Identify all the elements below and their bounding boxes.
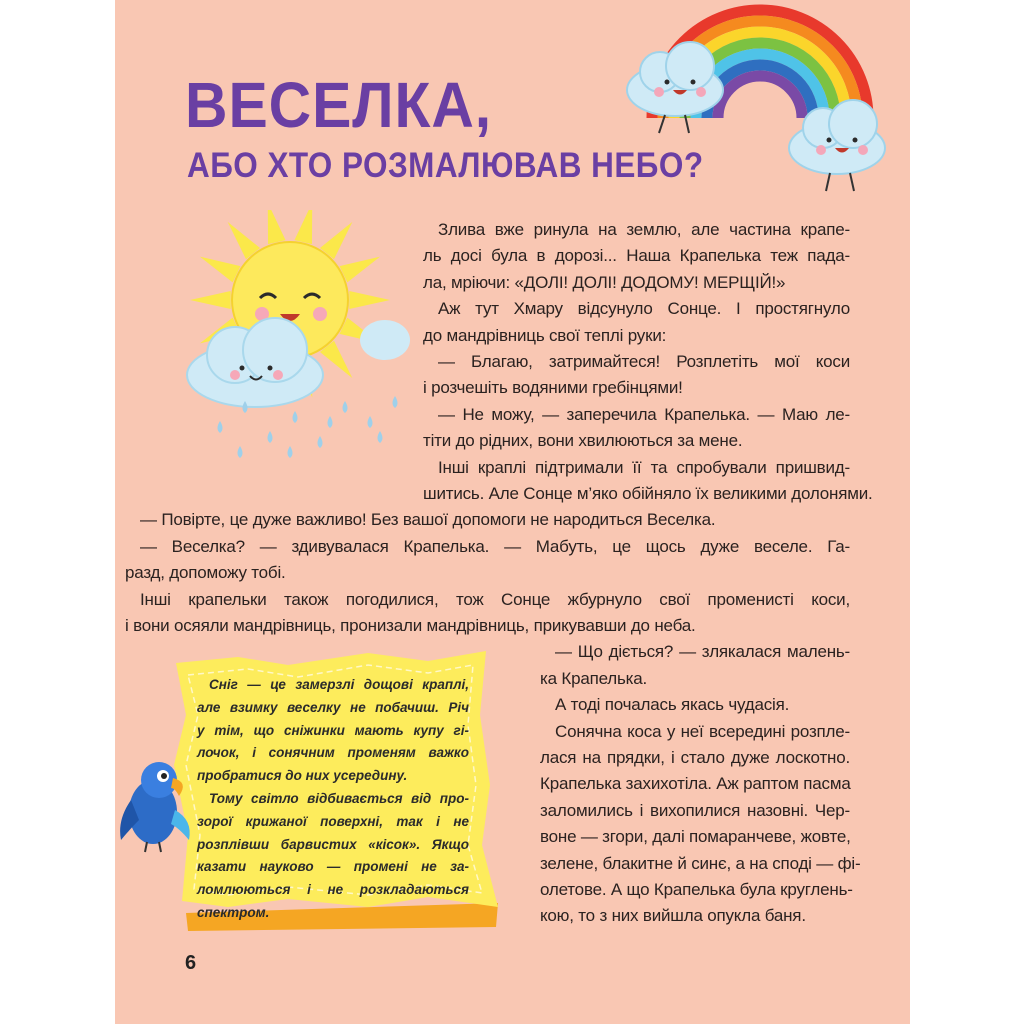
text-line: ль досі була в дорозі... Наша Крапелька теж пада-	[423, 246, 850, 266]
parrot-illustration	[115, 750, 195, 860]
text-line: Аж тут Хмару відсунуло Сонце. І простягнуло	[438, 299, 850, 319]
text-line: шитись. Але Сонце м’яко обійняло їх великими долонями.	[423, 484, 873, 503]
raindrop	[328, 416, 333, 428]
raindrop	[318, 436, 323, 448]
text-line: Сонячна коса у неї всередині розпле-	[555, 721, 850, 741]
text-line: ла, мріючи: «ДОЛІ! ДОЛІ! ДОДОМУ! МЕРЩІЙ!»	[423, 272, 786, 292]
text-line: — Не можу, — заперечила Крапелька. — Маю ле-	[438, 404, 850, 424]
note-line: зорої крижаної поверхні, так і не	[197, 813, 469, 829]
raindrop	[268, 431, 273, 443]
text-line: — Благаю, затримайтеся! Розплетіть мої коси	[438, 352, 850, 371]
text-line: тіти до рідних, вони хвилюються за мене.	[423, 431, 743, 451]
raindrop	[218, 421, 223, 433]
note-line: у тім, що сніжинки мають купу гі-	[197, 722, 469, 738]
sun-ray	[340, 257, 381, 283]
page-title: ВЕСЕЛКА,	[185, 69, 493, 141]
text-line: заломились і вихопилися назовні. Чер-	[540, 800, 850, 820]
text-line: зелене, блакитне й синє, а на споді — фі-	[540, 853, 861, 873]
text-line: до мандрівниць свої теплі руки:	[423, 325, 667, 345]
note-line: пробратися до них усередину.	[197, 768, 408, 784]
text-line: олетове. А що Крапелька була круглень-	[540, 880, 853, 899]
raindrop	[238, 446, 243, 458]
sun-illustration	[180, 210, 420, 470]
text-line: — Повірте, це дуже важливо! Без вашої допомоги не народиться Веселка.	[140, 510, 716, 530]
rainbow-band	[718, 76, 802, 118]
raindrop	[393, 396, 398, 408]
text-line: воне — згори, далі помаранчеве, жовте,	[540, 827, 851, 847]
text-line: Крапелька захихотіла. Аж раптом пасма	[540, 774, 851, 794]
sun-ray	[200, 257, 241, 283]
text-line: і вони осяяли мандрівниць, пронизали мандрівниць, прикувавши до неба.	[125, 616, 696, 635]
text-line: ка Крапелька.	[540, 668, 648, 688]
raindrop	[288, 446, 293, 458]
note-line: лочок, і сонячним променям важко	[197, 745, 469, 761]
text-line: кою, то з них вийшла опукла баня.	[540, 906, 806, 926]
text-line: А тоді почалась якась чудасія.	[555, 695, 790, 715]
note-line: спектром.	[197, 905, 270, 920]
note-line: Тому світло відбивається від про-	[209, 791, 469, 806]
text-line: — Веселка? — здивувалася Крапелька. — Мабуть, це щось дуже веселе. Га-	[140, 536, 850, 556]
raindrop	[343, 401, 348, 413]
text-line: лася на прядки, і стало дуже лоскотно.	[540, 748, 850, 767]
note-line: розплівши барвистих «кісок». Якщо	[197, 836, 469, 852]
sun-ray	[268, 210, 286, 244]
text-line: Інші крапельки також погодилися, тож Сонце жбурнуло свої променисті коси,	[140, 589, 850, 609]
note-line: Сніг — це замерзлі дощові краплі,	[209, 677, 469, 692]
note-line: ломлюються і не розкладаються	[197, 882, 469, 898]
text-line: — Що діється? — злякалася малень-	[555, 642, 850, 662]
page-subtitle: АБО ХТО РОЗМАЛЮВАВ НЕБО?	[187, 146, 704, 185]
text-line: і розчешіть водяними гребінцями!	[423, 378, 683, 398]
sun-ray	[294, 210, 312, 244]
note-line: але взимку веселку не побачиш. Річ	[197, 699, 469, 715]
text-line: Злива вже ринула на землю, але частина крапе-	[438, 220, 850, 239]
sun-ray	[349, 291, 390, 309]
sun-ray	[190, 291, 231, 309]
text-line: разд, допоможу тобі.	[125, 563, 286, 583]
text-line: Інші краплі підтримали її та спробували пришвид-	[438, 457, 850, 477]
raindrop	[293, 411, 298, 423]
note-line: казати науково — промені не за-	[197, 859, 469, 875]
page-number: 6	[185, 952, 197, 974]
raindrop	[378, 431, 383, 443]
cloud-left	[627, 42, 723, 116]
raindrop	[368, 416, 373, 428]
